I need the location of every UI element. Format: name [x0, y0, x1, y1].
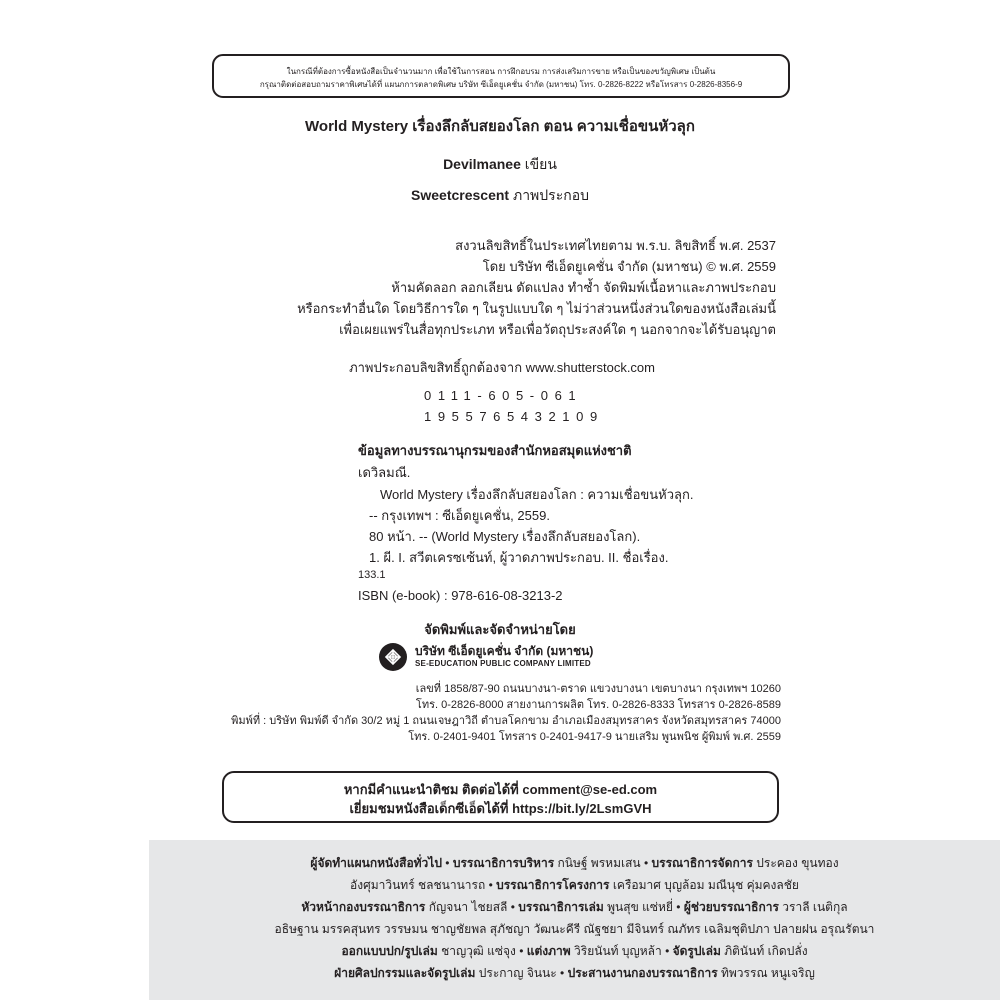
- bullet-separator: •: [441, 856, 453, 870]
- staff-role: หัวหน้ากองบรรณาธิการ: [301, 900, 426, 914]
- author-credit: [0, 154, 1000, 176]
- staff-role: บรรณาธิการจัดการ: [651, 856, 753, 870]
- author-role: เขียน: [524, 156, 557, 172]
- cip-heading: [358, 440, 632, 461]
- bullet-separator: •: [485, 878, 497, 892]
- se-ed-logo-icon: [379, 643, 407, 671]
- publisher-name-th: บริษัท ซีเอ็ดยูเคชั่น จำกัด (มหาชน): [415, 644, 594, 658]
- staff-role: บรรณาธิการโครงการ: [496, 878, 610, 892]
- staff-row: [149, 962, 1000, 984]
- rights-line: โดย บริษัท ซีเอ็ดยูเคชั่น จำกัด (มหาชน) © พ.ศ. 2559: [482, 259, 776, 274]
- notice-line-2: กรุณาติดต่อสอบถามราคาพิเศษได้ที่ แผนกการตลาดพิเศษ บริษัท ซีเอ็ดยูเคชั่น จำกัด (มหาชน) โทร. 0-2826-8222 หรือโทรสาร 0-2826-8356-9: [259, 80, 743, 89]
- book-title: World Mystery เรื่องลึกลับสยองโลก ตอน ความเชื่อขนหัวลุก: [305, 118, 695, 135]
- staff-credits-panel: [149, 840, 1000, 1000]
- staff-name: กัญจนา ไชยสลี: [425, 900, 508, 914]
- staff-row: [149, 852, 1000, 874]
- cip-isbn: ISBN (e-book) : 978-616-08-3213-2: [358, 588, 563, 603]
- author-name: Devilmanee: [443, 156, 521, 172]
- address-line: โทร. 0-2826-8000 สายงานการผลิต โทร. 0-2826-8333 โทรสาร 0-2826-8589: [415, 699, 781, 711]
- bullet-separator: •: [515, 944, 527, 958]
- staff-name: กนิษฐ์ พรหมเสน: [554, 856, 641, 870]
- staff-name: วราลี เนติกุล: [778, 900, 848, 914]
- feedback-email-line: หากมีคำแนะนำติชม ติดต่อได้ที่ comment@se-ed.com: [343, 782, 658, 797]
- staff-role: ผู้จัดทำแผนกหนังสือทั่วไป: [310, 856, 442, 870]
- staff-row: [149, 940, 1000, 962]
- cip-line: 1. ผี. I. สวีตเครซเซ้นท์, ผู้วาดภาพประกอบ. II. ชื่อเรื่อง.: [369, 550, 669, 565]
- notice-line-1: ในกรณีที่ต้องการซื้อหนังสือเป็นจำนวนมาก เพื่อใช้ในการสอน การฝึกอบรม การส่งเสริมการขาย หรือเป็นของขวัญพิเศษ เป็นต้น: [286, 67, 716, 76]
- staff-name: อธิษฐาน มรรคสุนทร วรรษมน ชาญชัยพล สุภัชญา วัฒนะคีรี ณัฐชยา มีจินทร์ ณภัทร เฉลิมชุติปภา ปลายฝน อรุณรัตนา: [274, 922, 875, 936]
- address-line: เลขที่ 1858/87-90 ถนนบางนา-ตราด แขวงบางนา เขตบางนา กรุงเทพฯ 10260: [415, 683, 781, 695]
- bullet-separator: •: [640, 856, 652, 870]
- bullet-separator: •: [661, 944, 673, 958]
- staff-name: ทิพวรรณ หนูเจริญ: [717, 966, 815, 980]
- illustrator-name: Sweetcrescent: [411, 187, 510, 203]
- staff-role: ฝ่ายศิลปกรรมและจัดรูปเล่ม: [334, 966, 476, 980]
- bullet-separator: •: [672, 900, 684, 914]
- staff-name: ประกาญ จินนะ: [475, 966, 557, 980]
- staff-role: แต่งภาพ: [526, 944, 571, 958]
- staff-row: [149, 874, 1000, 896]
- address-line: โทร. 0-2401-9401 โทรสาร 0-2401-9417-9 นายเสริม พูนพนิช ผู้พิมพ์ พ.ศ. 2559: [408, 731, 781, 743]
- address-line: พิมพ์ที่ : บริษัท พิมพ์ดี จำกัด 30/2 หมู่ 1 ถนนเจษฎาวิถี ตำบลโคกขาม อำเภอเมืองสมุทรสาคร จังหวัดสมุทรสาคร 74000: [231, 715, 781, 727]
- barcode-number: 0111-605-061: [424, 388, 583, 403]
- staff-role: ออกแบบปก/รูปเล่ม: [341, 944, 438, 958]
- cip-line: เดวิลมณี.: [358, 465, 411, 480]
- feedback-contact-box: [222, 771, 779, 823]
- bullet-separator: •: [507, 900, 519, 914]
- website-link-line[interactable]: เยี่ยมชมหนังสือเด็กซีเอ็ดได้ที่ https://bit.ly/2LsmGVH: [349, 801, 652, 816]
- staff-role: ประสานงานกองบรรณาธิการ: [567, 966, 718, 980]
- bullet-separator: •: [556, 966, 568, 980]
- image-credit: ภาพประกอบลิขสิทธิ์ถูกต้องจาก www.shutterstock.com: [349, 360, 655, 375]
- publisher-name-en: SE-EDUCATION PUBLIC COMPANY LIMITED: [415, 659, 591, 668]
- rights-line: เพื่อเผยแพร่ในสื่อทุกประเภท หรือเพื่อวัตถุประสงค์ใด ๆ นอกจากจะได้รับอนุญาต: [339, 322, 776, 337]
- staff-name: อังศุมาวินทร์ ชลชนานารถ: [350, 878, 486, 892]
- publisher-logo: [379, 643, 593, 671]
- cip-class-number: 133.1: [358, 569, 386, 581]
- publisher-heading: จัดพิมพ์และจัดจำหน่ายโดย: [424, 622, 576, 637]
- staff-name: ประคอง ขุนทอง: [752, 856, 839, 870]
- staff-name: ภิตินันท์ เกิดปลั่ง: [720, 944, 808, 958]
- publisher-address: [0, 681, 781, 745]
- staff-role: ผู้ช่วยบรรณาธิการ: [683, 900, 779, 914]
- staff-role: จัดรูปเล่ม: [672, 944, 721, 958]
- staff-role: บรรณาธิการบริหาร: [452, 856, 555, 870]
- staff-name: เครือมาศ บุญล้อม มณีนุช คุ่มคงลชัย: [609, 878, 799, 892]
- bulk-order-notice-box: [212, 54, 790, 98]
- illustrator-role: ภาพประกอบ: [512, 187, 589, 203]
- rights-line: สงวนลิขสิทธิ์ในประเทศไทยตาม พ.ร.บ. ลิขสิทธิ์ พ.ศ. 2537: [455, 238, 776, 253]
- rights-line: หรือกระทำอื่นใด โดยวิธีการใด ๆ ในรูปแบบใด ๆ ไม่ว่าส่วนหนึ่งส่วนใดของหนังสือเล่มนี้: [297, 301, 776, 316]
- staff-row: [149, 896, 1000, 918]
- cip-line: -- กรุงเทพฯ : ซีเอ็ดยูเคชั่น, 2559.: [369, 508, 550, 523]
- copyright-notice: [0, 235, 776, 340]
- staff-role: บรรณาธิการเล่ม: [518, 900, 604, 914]
- cip-heading-text: ข้อมูลทางบรรณานุกรมของสำนักหอสมุดแห่งชาติ: [358, 443, 632, 458]
- staff-name: ชาญวุฒิ แซ่จุง: [437, 944, 516, 958]
- staff-row: [149, 918, 1000, 940]
- rights-line: ห้ามคัดลอก ลอกเลียน ดัดแปลง ทำซ้ำ จัดพิมพ์เนื้อหาและภาพประกอบ: [391, 280, 776, 295]
- cip-line: 80 หน้า. -- (World Mystery เรื่องลึกลับสยองโลก).: [369, 529, 641, 544]
- illustrator-credit: [0, 185, 1000, 207]
- staff-name: พูนสุข แซ่หยี่: [603, 900, 673, 914]
- cip-line: World Mystery เรื่องลึกลับสยองโลก : ความเชื่อขนหัวลุก.: [380, 487, 694, 502]
- staff-name: วิริยนันท์ บุญหล้า: [570, 944, 662, 958]
- barcode-number: 1955765432109: [424, 409, 604, 424]
